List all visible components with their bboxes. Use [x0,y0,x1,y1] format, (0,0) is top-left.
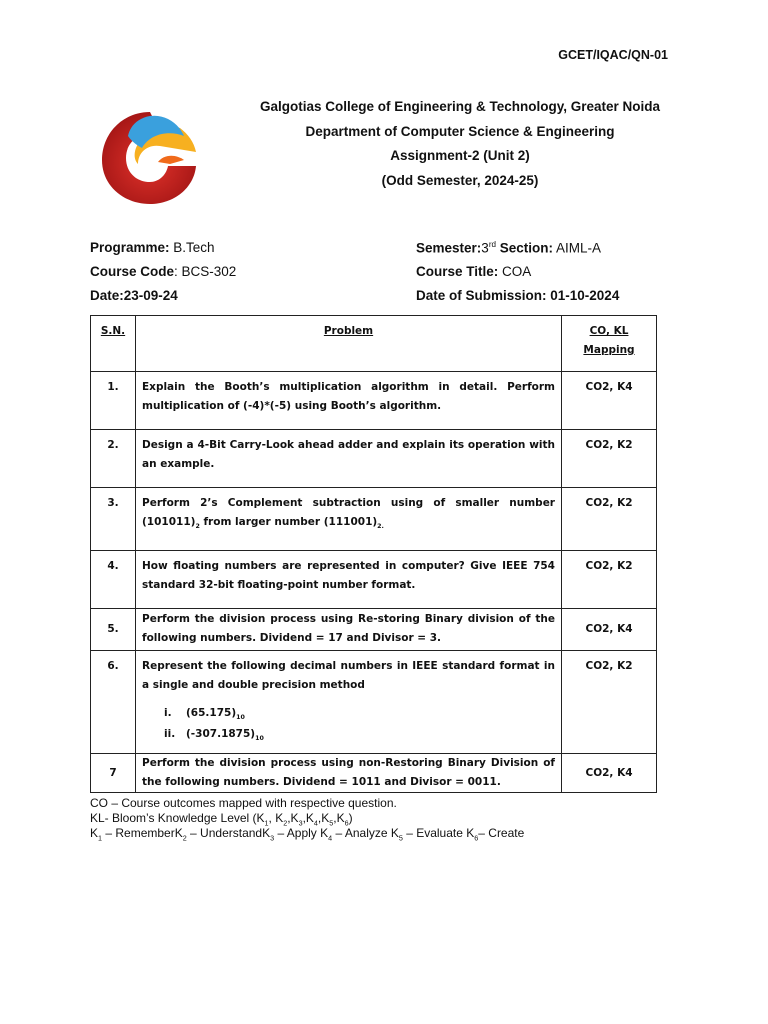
kl-text: , K [268,811,284,825]
row-problem [136,488,562,551]
row-sn: 4. [91,551,136,609]
row-co-kl: CO2, K2 [562,430,657,488]
college-logo [98,104,202,208]
subscript: 2 [182,833,187,843]
table-row [91,609,657,651]
level-text: – UnderstandK [186,826,271,840]
row-sn: 5. [91,609,136,651]
row-co-kl: CO2, K4 [562,609,657,651]
subscript: 1 [264,818,269,828]
course-code-label: Course Code [90,264,175,279]
row-co-kl: CO2, K4 [562,754,657,793]
row-sn: 1. [91,372,136,430]
subscript: 2. [377,523,384,531]
submission-date-field [416,288,619,303]
subscript: 6 [474,833,479,843]
section-label: Section: [496,240,554,256]
row-co-kl: CO2, K2 [562,651,657,754]
table-row [91,551,657,609]
semester-term: (Odd Semester, 2024-25) [381,172,539,188]
subscript: 2 [283,818,288,828]
item-text: (65.175) [186,707,237,719]
header-sn: S.N. [91,316,136,372]
level-text: – Create [478,826,525,840]
header-co-kl: CO, KL Mapping [562,316,657,372]
document-code: GCET/IQAC/QN-01 [558,48,668,62]
level-text: – Evaluate K [402,826,475,840]
subscript: 5 [329,818,334,828]
list-item [164,705,555,726]
row-problem: Design a 4-Bit Carry-Look ahead adder and explain its operation with an example. [136,430,562,488]
kl-text: ,K [287,811,299,825]
item-text: (-307.1875) [186,728,256,741]
subscript: 10 [236,714,245,722]
kl-text: ,K [317,811,330,825]
sub-items [164,705,555,747]
table-row [91,651,657,754]
kl-text: ,K [333,811,345,825]
footer-note-levels [90,826,524,842]
course-code-value: : BCS-302 [174,264,237,279]
course-code-field [90,264,236,279]
subscript: 10 [255,735,264,743]
subscript: 6 [344,818,349,828]
subscript: 2 [195,523,200,531]
table-row [91,488,657,551]
table-row [91,754,657,793]
row-problem: Perform the division process using Re-storing Binary division of the following numbers. Dividend = 17 and Divisor = 3. [136,609,562,651]
problem-text: Perform 2’s Complement subtraction using of smaller number (101011) [142,497,555,528]
questions-table [90,315,657,793]
semester-label: Semester: [416,240,482,256]
row-problem [136,651,562,754]
row-sn: 7 [91,754,136,793]
list-item [164,726,555,747]
header-problem: Problem [136,316,562,372]
semester-field [416,240,601,256]
table-header-row [91,316,657,372]
level-text: – Analyze K [332,826,399,840]
kl-text: ,K [302,811,314,825]
row-problem: How floating numbers are represented in computer? Give IEEE 754 standard 32-bit floating-point number format. [136,551,562,609]
footer-note-kl [90,811,353,827]
course-title-label: Course Title: [416,264,499,279]
document-header [200,98,720,196]
course-title-value: COA [498,264,532,279]
subscript: 1 [98,833,103,843]
footer-note-co: CO – Course outcomes mapped with respective question. [90,796,397,810]
department-name: Department of Computer Science & Engineering [305,123,615,139]
problem-text: from larger number (111001) [199,516,378,528]
level-text: K [90,826,99,840]
assignment-title: Assignment-2 (Unit 2) [390,148,530,163]
level-text: – Apply K [274,826,329,840]
course-title-field [416,264,531,279]
date-value: 23-09-24 [123,288,178,303]
programme-field [90,240,215,255]
college-name: Galgotias College of Engineering & Technology, Greater Noida [259,99,661,114]
subscript: 3 [298,818,303,828]
row-co-kl: CO2, K4 [562,372,657,430]
programme-value: B.Tech [169,240,215,255]
semester-value: 3 [481,240,489,256]
level-text: – RememberK [102,826,183,840]
row-problem: Perform the division process using non-Restoring Binary Division of the following numbers. Dividend = 1011 and Divisor = 0011. [136,754,562,793]
submission-label: Date of Submission: [416,288,547,303]
problem-text: Represent the following decimal numbers in IEEE standard format in a single and double precision method [142,660,555,691]
row-sn: 6. [91,651,136,754]
row-sn: 3. [91,488,136,551]
row-co-kl: CO2, K2 [562,551,657,609]
row-problem: Explain the Booth’s multiplication algorithm in detail. Perform multiplication of (-4)*(-5) using Booth’s algorithm. [136,372,562,430]
semester-suffix: rd [488,240,497,249]
kl-text: KL- Bloom’s Knowledge Level (K [90,811,265,825]
row-co-kl: CO2, K2 [562,488,657,551]
date-field [90,288,178,303]
submission-value: 01-10-2024 [546,288,620,303]
table-row [91,430,657,488]
item-number: i. [164,707,172,719]
subscript: 4 [313,818,318,828]
kl-text: ) [348,811,353,825]
subscript: 4 [328,833,333,843]
row-sn: 2. [91,430,136,488]
subscript: 3 [270,833,275,843]
subscript: 5 [398,833,403,843]
item-number: ii. [164,728,176,741]
table-row [91,372,657,430]
programme-label: Programme: [90,240,170,255]
date-label: Date: [90,288,124,303]
section-value: AIML-A [553,240,602,256]
